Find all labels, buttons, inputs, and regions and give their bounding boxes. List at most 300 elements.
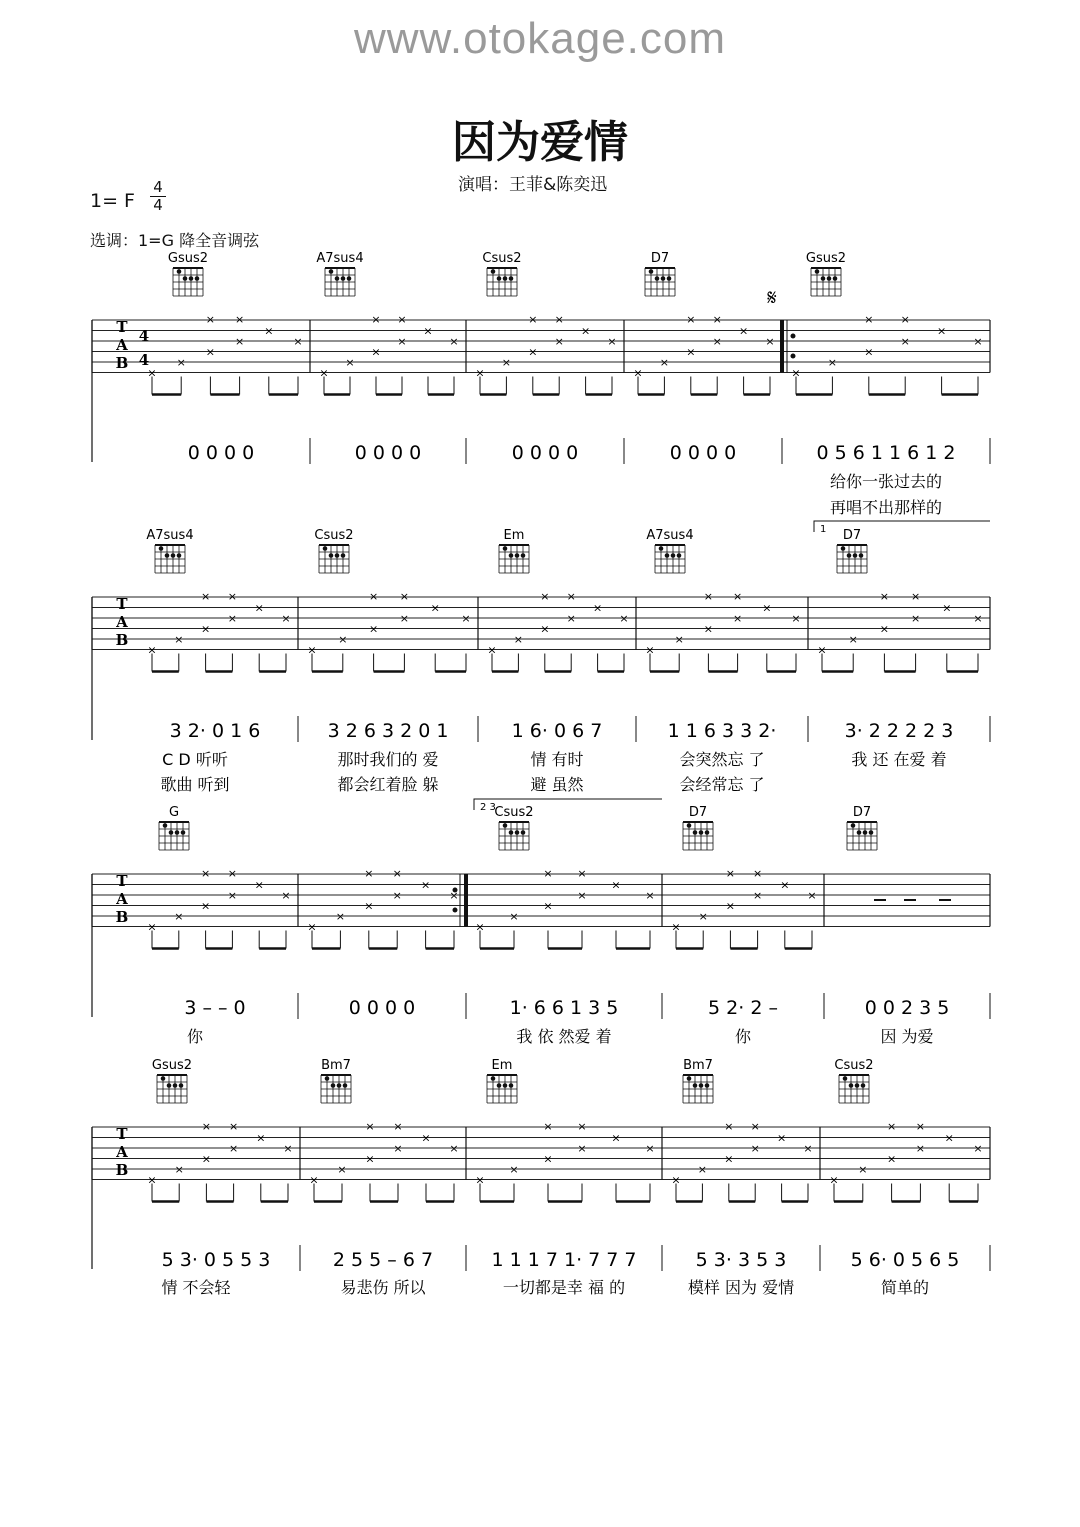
finger-dot bbox=[325, 1076, 330, 1081]
pick-mark: × bbox=[368, 622, 379, 636]
tab-letter: A bbox=[116, 1143, 128, 1161]
pick-mark: × bbox=[725, 899, 736, 913]
pick-mark: × bbox=[910, 612, 921, 625]
pick-mark: × bbox=[392, 867, 402, 880]
pick-mark: × bbox=[364, 899, 374, 913]
pick-mark: × bbox=[827, 356, 838, 369]
pick-mark: × bbox=[371, 345, 381, 359]
chord-name: D7 bbox=[688, 805, 708, 820]
finger-dot bbox=[833, 276, 838, 281]
pick-mark: × bbox=[724, 1120, 734, 1133]
pick-mark: × bbox=[227, 612, 238, 625]
tab-letter: B bbox=[115, 354, 129, 372]
lyric-line: 因 为爱 bbox=[880, 1027, 934, 1046]
finger-dot bbox=[503, 546, 508, 551]
chord-name: Gsus2 bbox=[151, 1058, 193, 1073]
finger-dot bbox=[179, 1083, 184, 1088]
pick-mark: × bbox=[592, 601, 603, 615]
pick-mark: × bbox=[540, 590, 550, 603]
lyric-line: 那时我们的 爱 bbox=[337, 750, 439, 769]
pick-mark: × bbox=[752, 867, 763, 880]
pick-mark: × bbox=[200, 622, 211, 636]
chord-name: G bbox=[168, 805, 180, 820]
key-signature: 1= F bbox=[90, 190, 135, 212]
numbered-notes: 0 0 2 3 5 bbox=[864, 997, 950, 1019]
chord-name: D7 bbox=[842, 528, 862, 543]
finger-dot bbox=[167, 1083, 172, 1088]
chord-diagram bbox=[499, 822, 529, 850]
pick-mark: × bbox=[807, 889, 817, 902]
pick-mark: × bbox=[200, 590, 211, 603]
chord-diagram bbox=[159, 822, 189, 850]
pick-mark: × bbox=[371, 313, 381, 326]
pick-mark: × bbox=[698, 910, 708, 923]
pick-mark: × bbox=[281, 889, 291, 902]
pick-mark: × bbox=[765, 335, 775, 348]
pick-mark: × bbox=[879, 622, 890, 636]
pick-mark: × bbox=[752, 889, 763, 902]
finger-dot bbox=[165, 553, 170, 558]
pick-mark: × bbox=[392, 889, 402, 902]
finger-dot bbox=[491, 1076, 496, 1081]
pick-mark: × bbox=[509, 1163, 519, 1176]
finger-dot bbox=[821, 276, 826, 281]
pick-mark: × bbox=[780, 878, 790, 892]
pick-mark: × bbox=[420, 878, 431, 892]
pick-mark: × bbox=[915, 1142, 926, 1155]
numbered-notes: 0 0 0 0 bbox=[354, 442, 422, 464]
finger-dot bbox=[331, 1083, 336, 1088]
numbered-notes: 1 1 6 3 3 2· bbox=[667, 720, 777, 742]
lyric-line: 简单的 bbox=[880, 1278, 930, 1297]
pick-mark: × bbox=[864, 313, 874, 326]
pick-mark: × bbox=[200, 899, 211, 913]
chord-diagram bbox=[157, 1075, 187, 1103]
pick-mark: × bbox=[501, 356, 512, 369]
watermark: www.otokage.com bbox=[353, 14, 727, 63]
numbered-notes: 0 0 0 0 bbox=[187, 442, 255, 464]
pick-mark: × bbox=[307, 643, 317, 657]
lyric-line: 再唱不出那样的 bbox=[829, 498, 943, 517]
pick-mark: × bbox=[337, 1163, 347, 1176]
lyric-line: 我 还 在爱 着 bbox=[851, 750, 947, 769]
pick-mark: × bbox=[307, 920, 317, 934]
finger-dot bbox=[705, 830, 710, 835]
chord-diagram bbox=[811, 268, 841, 296]
finger-dot bbox=[515, 830, 520, 835]
pick-mark: × bbox=[147, 920, 157, 934]
pick-mark: × bbox=[750, 1120, 760, 1133]
finger-dot bbox=[341, 553, 346, 558]
finger-dot bbox=[521, 830, 526, 835]
pick-mark: × bbox=[365, 1120, 375, 1133]
finger-dot bbox=[171, 553, 176, 558]
pick-mark: × bbox=[645, 889, 655, 902]
pick-mark: × bbox=[848, 633, 858, 646]
pick-mark: × bbox=[886, 1120, 897, 1133]
pick-mark: × bbox=[973, 335, 983, 348]
chord-name: Em bbox=[503, 528, 525, 543]
pick-mark: × bbox=[686, 345, 696, 359]
chord-diagram bbox=[487, 1075, 517, 1103]
pick-mark: × bbox=[475, 1173, 485, 1187]
finger-dot bbox=[693, 1083, 698, 1088]
tab-letter: A bbox=[116, 613, 128, 631]
chord-name: Bm7 bbox=[321, 1058, 351, 1073]
lyric-line: 我 依 然爱 着 bbox=[516, 1027, 612, 1046]
pick-mark: × bbox=[528, 345, 538, 359]
pick-mark: × bbox=[205, 345, 216, 359]
pick-mark: × bbox=[543, 867, 553, 880]
pick-mark: × bbox=[566, 612, 576, 625]
numbered-notes: 0 5 6 1 1 6 1 2 bbox=[816, 442, 956, 464]
pick-mark: × bbox=[399, 590, 410, 603]
finger-dot bbox=[329, 553, 334, 558]
chord-name: D7 bbox=[650, 251, 670, 266]
finger-dot bbox=[329, 269, 334, 274]
chord-name: Gsus2 bbox=[167, 251, 209, 266]
tab-letter: T bbox=[116, 318, 128, 336]
pick-mark: × bbox=[423, 324, 433, 338]
pick-mark: × bbox=[973, 1142, 983, 1155]
numbered-notes: 1 6· 0 6 7 bbox=[511, 720, 603, 742]
pick-mark: × bbox=[580, 324, 591, 338]
finger-dot bbox=[503, 276, 508, 281]
repeat-dot bbox=[791, 354, 796, 359]
finger-dot bbox=[661, 276, 666, 281]
numbered-notes: 0 0 0 0 bbox=[511, 442, 579, 464]
pick-mark: × bbox=[509, 910, 519, 923]
tab-letter: T bbox=[116, 595, 128, 613]
finger-dot bbox=[497, 276, 502, 281]
pick-mark: × bbox=[712, 335, 722, 348]
volta-bracket bbox=[814, 521, 990, 532]
tab-letter: B bbox=[115, 908, 129, 926]
pick-mark: × bbox=[293, 335, 303, 348]
pick-mark: × bbox=[577, 1142, 587, 1155]
finger-dot bbox=[323, 546, 328, 551]
numbered-notes: 3 2· 0 1 6 bbox=[169, 720, 261, 742]
chord-diagram bbox=[655, 545, 685, 573]
chord-name: Csus2 bbox=[494, 805, 534, 820]
pick-mark: × bbox=[645, 1142, 655, 1155]
chord-name: Csus2 bbox=[314, 528, 354, 543]
pick-mark: × bbox=[543, 1120, 553, 1133]
pick-mark: × bbox=[227, 867, 238, 880]
chord-name: Csus2 bbox=[834, 1058, 874, 1073]
finger-dot bbox=[341, 276, 346, 281]
chord-diagram bbox=[839, 1075, 869, 1103]
finger-dot bbox=[671, 553, 676, 558]
finger-dot bbox=[861, 1083, 866, 1088]
finger-dot bbox=[169, 830, 174, 835]
pick-mark: × bbox=[944, 1131, 954, 1145]
chord-diagram bbox=[499, 545, 529, 573]
pick-mark: × bbox=[577, 1120, 587, 1133]
pick-mark: × bbox=[256, 1131, 266, 1145]
finger-dot bbox=[853, 553, 858, 558]
pick-mark: × bbox=[200, 867, 211, 880]
pick-mark: × bbox=[228, 1120, 239, 1133]
numbered-notes: 3 2 6 3 2 0 1 bbox=[327, 720, 449, 742]
lyric-line: 一切都是幸 福 的 bbox=[502, 1278, 626, 1297]
finger-dot bbox=[509, 553, 514, 558]
chord-diagram bbox=[683, 1075, 713, 1103]
pick-mark: × bbox=[283, 1142, 293, 1155]
tab-letter: B bbox=[115, 1161, 129, 1179]
finger-dot bbox=[677, 553, 682, 558]
lyric-line: C D 听听 bbox=[162, 750, 228, 769]
pick-mark: × bbox=[712, 313, 722, 326]
pick-mark: × bbox=[345, 356, 355, 369]
tab-system-1 bbox=[92, 251, 990, 535]
pick-mark: × bbox=[697, 1163, 708, 1176]
numbered-notes: 0 0 0 0 bbox=[669, 442, 737, 464]
numbered-notes: 5 3· 0 5 5 3 bbox=[161, 1249, 271, 1271]
pick-mark: × bbox=[228, 1142, 239, 1155]
finger-dot bbox=[855, 1083, 860, 1088]
chord-name: Em bbox=[491, 1058, 513, 1073]
volta-number: 2 3 bbox=[480, 802, 496, 813]
pick-mark: × bbox=[234, 335, 245, 348]
pick-mark: × bbox=[577, 867, 587, 880]
pick-mark: × bbox=[566, 590, 576, 603]
tab-letter: B bbox=[115, 631, 129, 649]
finger-dot bbox=[857, 830, 862, 835]
finger-dot bbox=[503, 823, 508, 828]
time-signature-top: 4 bbox=[153, 178, 163, 196]
pick-mark: × bbox=[227, 889, 238, 902]
chord-diagram bbox=[173, 268, 203, 296]
pick-mark: × bbox=[791, 612, 801, 625]
pick-mark: × bbox=[393, 1142, 403, 1155]
chord-name: Bm7 bbox=[683, 1058, 713, 1073]
tab-letter: A bbox=[116, 890, 128, 908]
finger-dot bbox=[497, 1083, 502, 1088]
finger-dot bbox=[815, 269, 820, 274]
pick-mark: × bbox=[201, 1120, 212, 1133]
lyric-line: 给你一张过去的 bbox=[829, 472, 943, 491]
chord-diagram bbox=[155, 545, 185, 573]
pick-mark: × bbox=[513, 633, 524, 646]
lyric-line: 都会红着脸 躲 bbox=[337, 775, 439, 794]
pick-mark: × bbox=[319, 366, 329, 380]
pick-mark: × bbox=[461, 612, 471, 625]
finger-dot bbox=[859, 553, 864, 558]
chord-diagram bbox=[683, 822, 713, 850]
chord-diagram bbox=[325, 268, 355, 296]
pick-mark: × bbox=[309, 1173, 319, 1187]
numbered-notes: 3 – – 0 bbox=[184, 997, 246, 1019]
pick-mark: × bbox=[543, 1152, 553, 1166]
finger-dot bbox=[177, 553, 182, 558]
finger-dot bbox=[509, 276, 514, 281]
pick-mark: × bbox=[475, 920, 485, 934]
pick-mark: × bbox=[364, 867, 374, 880]
numbered-notes: 2 5 5 – 6 7 bbox=[332, 1249, 434, 1271]
pick-mark: × bbox=[335, 910, 346, 923]
lyric-line: 避 虽然 bbox=[530, 775, 584, 794]
pick-mark: × bbox=[762, 601, 772, 615]
pick-mark: × bbox=[540, 622, 550, 636]
segno-icon: 𝄋 bbox=[767, 286, 777, 311]
finger-dot bbox=[343, 1083, 348, 1088]
chord-name: A7sus4 bbox=[146, 528, 194, 543]
volta-number: 1 bbox=[820, 524, 827, 535]
finger-dot bbox=[843, 1076, 848, 1081]
numbered-notes: 5 2· 2 – bbox=[708, 997, 778, 1019]
finger-dot bbox=[869, 830, 874, 835]
finger-dot bbox=[509, 830, 514, 835]
finger-dot bbox=[667, 276, 672, 281]
pick-mark: × bbox=[554, 313, 564, 326]
finger-dot bbox=[183, 276, 188, 281]
finger-dot bbox=[693, 830, 698, 835]
finger-dot bbox=[503, 1083, 508, 1088]
pick-mark: × bbox=[399, 612, 410, 625]
singer-credit: 演唱：王菲&陈奕迅 bbox=[458, 175, 608, 195]
pick-mark: × bbox=[201, 1152, 212, 1166]
finger-dot bbox=[699, 1083, 704, 1088]
numbered-notes: 5 6· 0 5 6 5 bbox=[850, 1249, 960, 1271]
pick-mark: × bbox=[611, 878, 621, 892]
pick-mark: × bbox=[817, 643, 827, 657]
pick-mark: × bbox=[147, 366, 157, 380]
finger-dot bbox=[841, 546, 846, 551]
finger-dot bbox=[827, 276, 832, 281]
pick-mark: × bbox=[430, 601, 440, 615]
finger-dot bbox=[509, 1083, 514, 1088]
finger-dot bbox=[849, 1083, 854, 1088]
lyric-line: 会突然忘 了 bbox=[679, 750, 765, 769]
finger-dot bbox=[163, 823, 168, 828]
pick-mark: × bbox=[829, 1173, 839, 1187]
numbered-notes: 3· 2 2 2 2 3 bbox=[844, 720, 954, 742]
finger-dot bbox=[491, 269, 496, 274]
pick-mark: × bbox=[703, 590, 714, 603]
pick-mark: × bbox=[543, 899, 553, 913]
repeat-dot bbox=[791, 334, 796, 339]
pick-mark: × bbox=[254, 601, 264, 615]
finger-dot bbox=[175, 830, 180, 835]
pick-mark: × bbox=[487, 643, 497, 657]
pick-mark: × bbox=[205, 313, 216, 326]
finger-dot bbox=[705, 1083, 710, 1088]
finger-dot bbox=[161, 1076, 166, 1081]
song-title: 因为爱情 bbox=[452, 117, 628, 168]
numbered-notes: 1 1 1 7 1· 7 7 7 bbox=[491, 1249, 637, 1271]
chord-name: D7 bbox=[852, 805, 872, 820]
finger-dot bbox=[173, 1083, 178, 1088]
pick-mark: × bbox=[281, 612, 291, 625]
chord-name: Gsus2 bbox=[805, 251, 847, 266]
pick-mark: × bbox=[397, 335, 407, 348]
finger-dot bbox=[521, 553, 526, 558]
pick-mark: × bbox=[776, 1131, 787, 1145]
finger-dot bbox=[687, 1076, 692, 1081]
tab-letter: T bbox=[116, 1125, 128, 1143]
tab-letter: T bbox=[116, 872, 128, 890]
tab-letter: A bbox=[116, 336, 128, 354]
finger-dot bbox=[659, 546, 664, 551]
finger-dot bbox=[337, 1083, 342, 1088]
finger-dot bbox=[159, 546, 164, 551]
pick-mark: × bbox=[449, 889, 459, 902]
pick-mark: × bbox=[264, 324, 274, 338]
chord-diagram bbox=[487, 268, 517, 296]
pick-mark: × bbox=[686, 313, 696, 326]
pick-mark: × bbox=[619, 612, 629, 625]
time-signature-bottom: 4 bbox=[153, 196, 163, 214]
pick-mark: × bbox=[645, 643, 655, 657]
pick-mark: × bbox=[750, 1142, 760, 1155]
numbered-notes: 1· 6 6 1 3 5 bbox=[509, 997, 619, 1019]
lyric-line: 歌曲 听到 bbox=[160, 775, 230, 794]
pick-mark: × bbox=[176, 356, 186, 369]
lyric-line: 你 bbox=[734, 1027, 752, 1046]
chord-diagram bbox=[321, 1075, 351, 1103]
numbered-notes: 0 0 0 0 bbox=[348, 997, 416, 1019]
pick-mark: × bbox=[659, 356, 670, 369]
pick-mark: × bbox=[732, 590, 743, 603]
pick-mark: × bbox=[674, 633, 684, 646]
pick-mark: × bbox=[703, 622, 714, 636]
lyric-line: 易悲伤 所以 bbox=[340, 1278, 426, 1297]
pick-mark: × bbox=[234, 313, 245, 326]
pick-mark: × bbox=[732, 612, 743, 625]
pick-mark: × bbox=[671, 920, 681, 934]
finger-dot bbox=[847, 553, 852, 558]
finger-dot bbox=[189, 276, 194, 281]
pick-mark: × bbox=[900, 313, 910, 326]
chord-diagram bbox=[645, 268, 675, 296]
pick-mark: × bbox=[397, 313, 407, 326]
pick-mark: × bbox=[227, 590, 238, 603]
pick-mark: × bbox=[803, 1142, 813, 1155]
pick-mark: × bbox=[864, 345, 874, 359]
pick-mark: × bbox=[365, 1152, 375, 1166]
pick-mark: × bbox=[528, 313, 538, 326]
tab-time-bottom: 4 bbox=[138, 351, 150, 369]
pick-mark: × bbox=[554, 335, 564, 348]
lyric-line: 你 bbox=[186, 1027, 204, 1046]
lyric-line: 模样 因为 爱情 bbox=[687, 1278, 795, 1297]
pick-mark: × bbox=[942, 601, 952, 615]
pick-mark: × bbox=[338, 633, 348, 646]
finger-dot bbox=[863, 830, 868, 835]
finger-dot bbox=[515, 553, 520, 558]
numbered-notes: 5 3· 3 5 3 bbox=[695, 1249, 787, 1271]
finger-dot bbox=[177, 269, 182, 274]
pick-mark: × bbox=[449, 335, 459, 348]
chord-name: A7sus4 bbox=[646, 528, 694, 543]
pick-mark: × bbox=[791, 366, 801, 380]
finger-dot bbox=[649, 269, 654, 274]
tab-time-top: 4 bbox=[138, 327, 150, 345]
pick-mark: × bbox=[858, 1163, 868, 1176]
finger-dot bbox=[699, 830, 704, 835]
tuning-note: 选调：1=G 降全音调弦 bbox=[90, 231, 260, 250]
finger-dot bbox=[335, 553, 340, 558]
pick-mark: × bbox=[973, 612, 983, 625]
chord-diagram bbox=[319, 545, 349, 573]
finger-dot bbox=[335, 276, 340, 281]
chord-name: Csus2 bbox=[482, 251, 522, 266]
tab-system-4 bbox=[92, 1058, 990, 1297]
pick-mark: × bbox=[174, 910, 184, 923]
lyric-line: 情 不会轻 bbox=[161, 1278, 231, 1297]
pick-mark: × bbox=[368, 590, 379, 603]
